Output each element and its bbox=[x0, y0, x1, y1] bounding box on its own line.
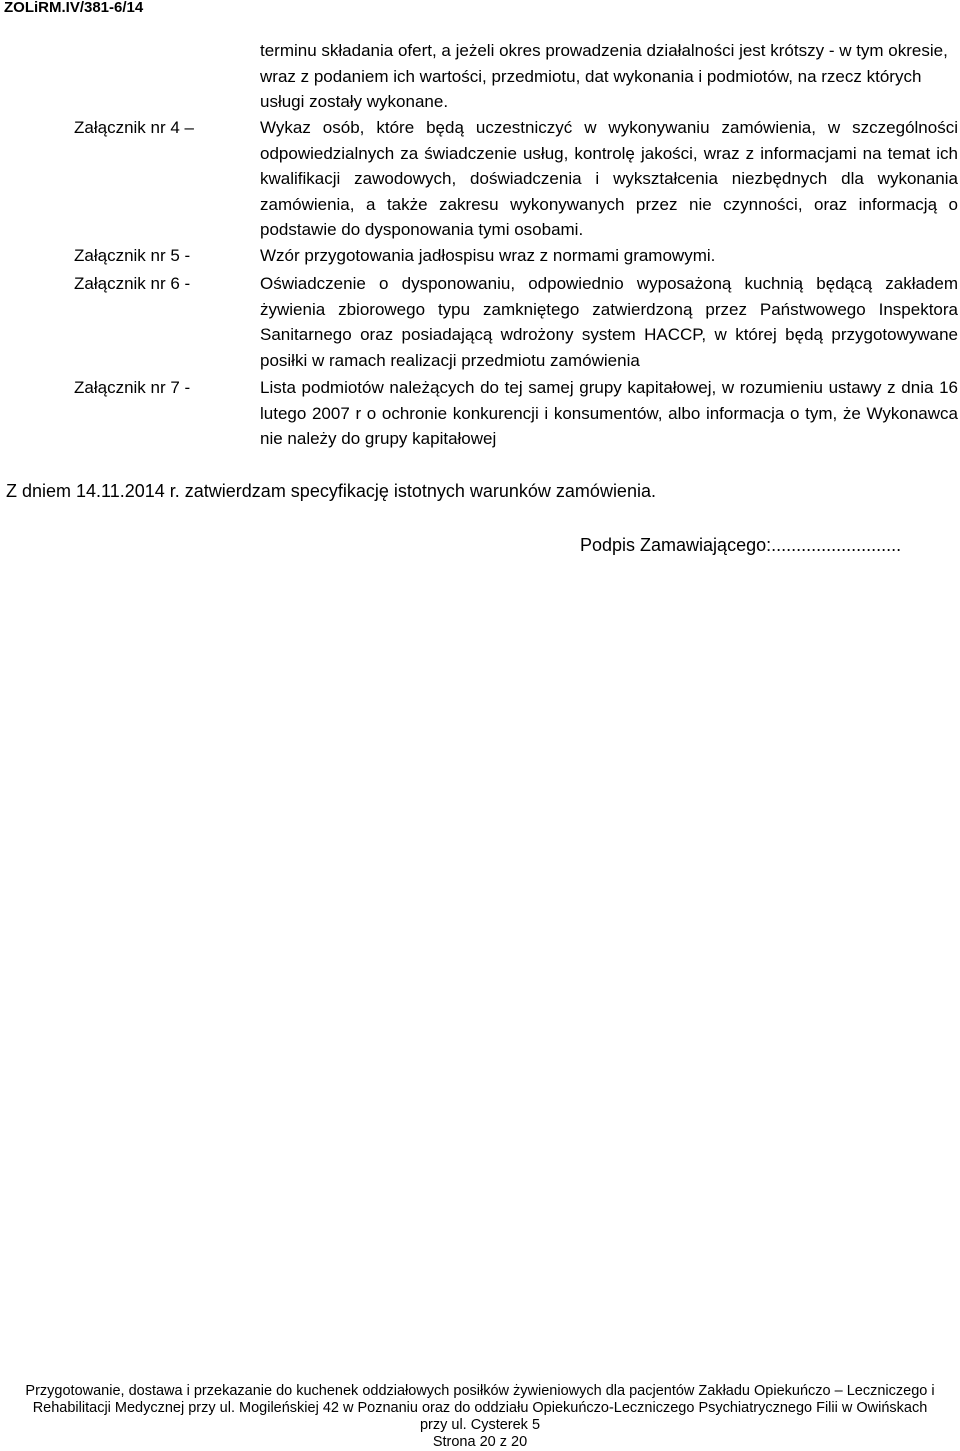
approval-statement: Z dniem 14.11.2014 r. zatwierdzam specyfikację istotnych warunków zamówienia. bbox=[6, 481, 656, 501]
annex-description: Lista podmiotów należących do tej samej grupy kapitałowej, w rozumieniu ustawy z dnia 16 lutego 2007 r o ochronie konkurencji i konsumentów, albo informacja o tym, że Wykonawca nie należy do grupy kapitałowej bbox=[260, 378, 958, 448]
page-number: Strona 20 z 20 bbox=[432, 1434, 528, 1450]
footer-line: Rehabilitacji Medycznej przy ul. Mogileńskiej 42 w Poznaniu oraz do oddziału Opiekuńczo-Leczniczego Psychiatrycznego Filii w Owińskach bbox=[32, 1400, 928, 1416]
footer-line: przy ul. Cysterek 5 bbox=[419, 1417, 541, 1433]
footer-line: Przygotowanie, dostawa i przekazanie do kuchenek oddziałowych posiłków żywieniowych dla pacjentów Zakładu Opiekuńczo – Leczniczego i bbox=[25, 1383, 935, 1399]
signature-line: Podpis Zamawiającego:.......................... bbox=[580, 535, 902, 555]
annex-label: Załącznik nr 5 - bbox=[74, 246, 191, 265]
annex-label: Załącznik nr 4 – bbox=[74, 118, 194, 137]
intro-paragraph: terminu składania ofert, a jeżeli okres prowadzenia działalności jest krótszy - w tym okresie, wraz z podaniem ich wartości, przedmiotu, dat wykonania i podmiotów, na rzecz których usługi zostały wykonane. bbox=[260, 41, 948, 111]
annex-description: Wzór przygotowania jadłospisu wraz z normami gramowymi. bbox=[260, 246, 716, 265]
document-reference-number: ZOLiRM.IV/381-6/14 bbox=[4, 0, 144, 16]
annex-description: Wykaz osób, które będą uczestniczyć w wykonywaniu zamówienia, w szczególności odpowiedzialnych za świadczenie usług, kontrolę jakości, wraz z informacjami na temat ich kwalifikacji zawodowych, doświadczenia i wykształcenia niezbędnych dla wykonania zamówienia, a także zakresu wykonywanych przez nie czynności, oraz informacją o podstawie do dysponowania tymi osobami. bbox=[260, 118, 958, 239]
page-footer bbox=[0, 1383, 960, 1451]
annex-label: Załącznik nr 6 - bbox=[74, 274, 191, 293]
annex-label: Załącznik nr 7 - bbox=[74, 378, 191, 397]
annex-description: Oświadczenie o dysponowaniu, odpowiednio wyposażoną kuchnią będącą zakładem żywienia zbiorowego typu zamkniętego zatwierdzoną przez Państwowego Inspektora Sanitarnego oraz posiadającą wdrożony system HACCP, w której będą przygotowywane posiłki w ramach realizacji przedmiotu zamówienia bbox=[260, 274, 958, 370]
